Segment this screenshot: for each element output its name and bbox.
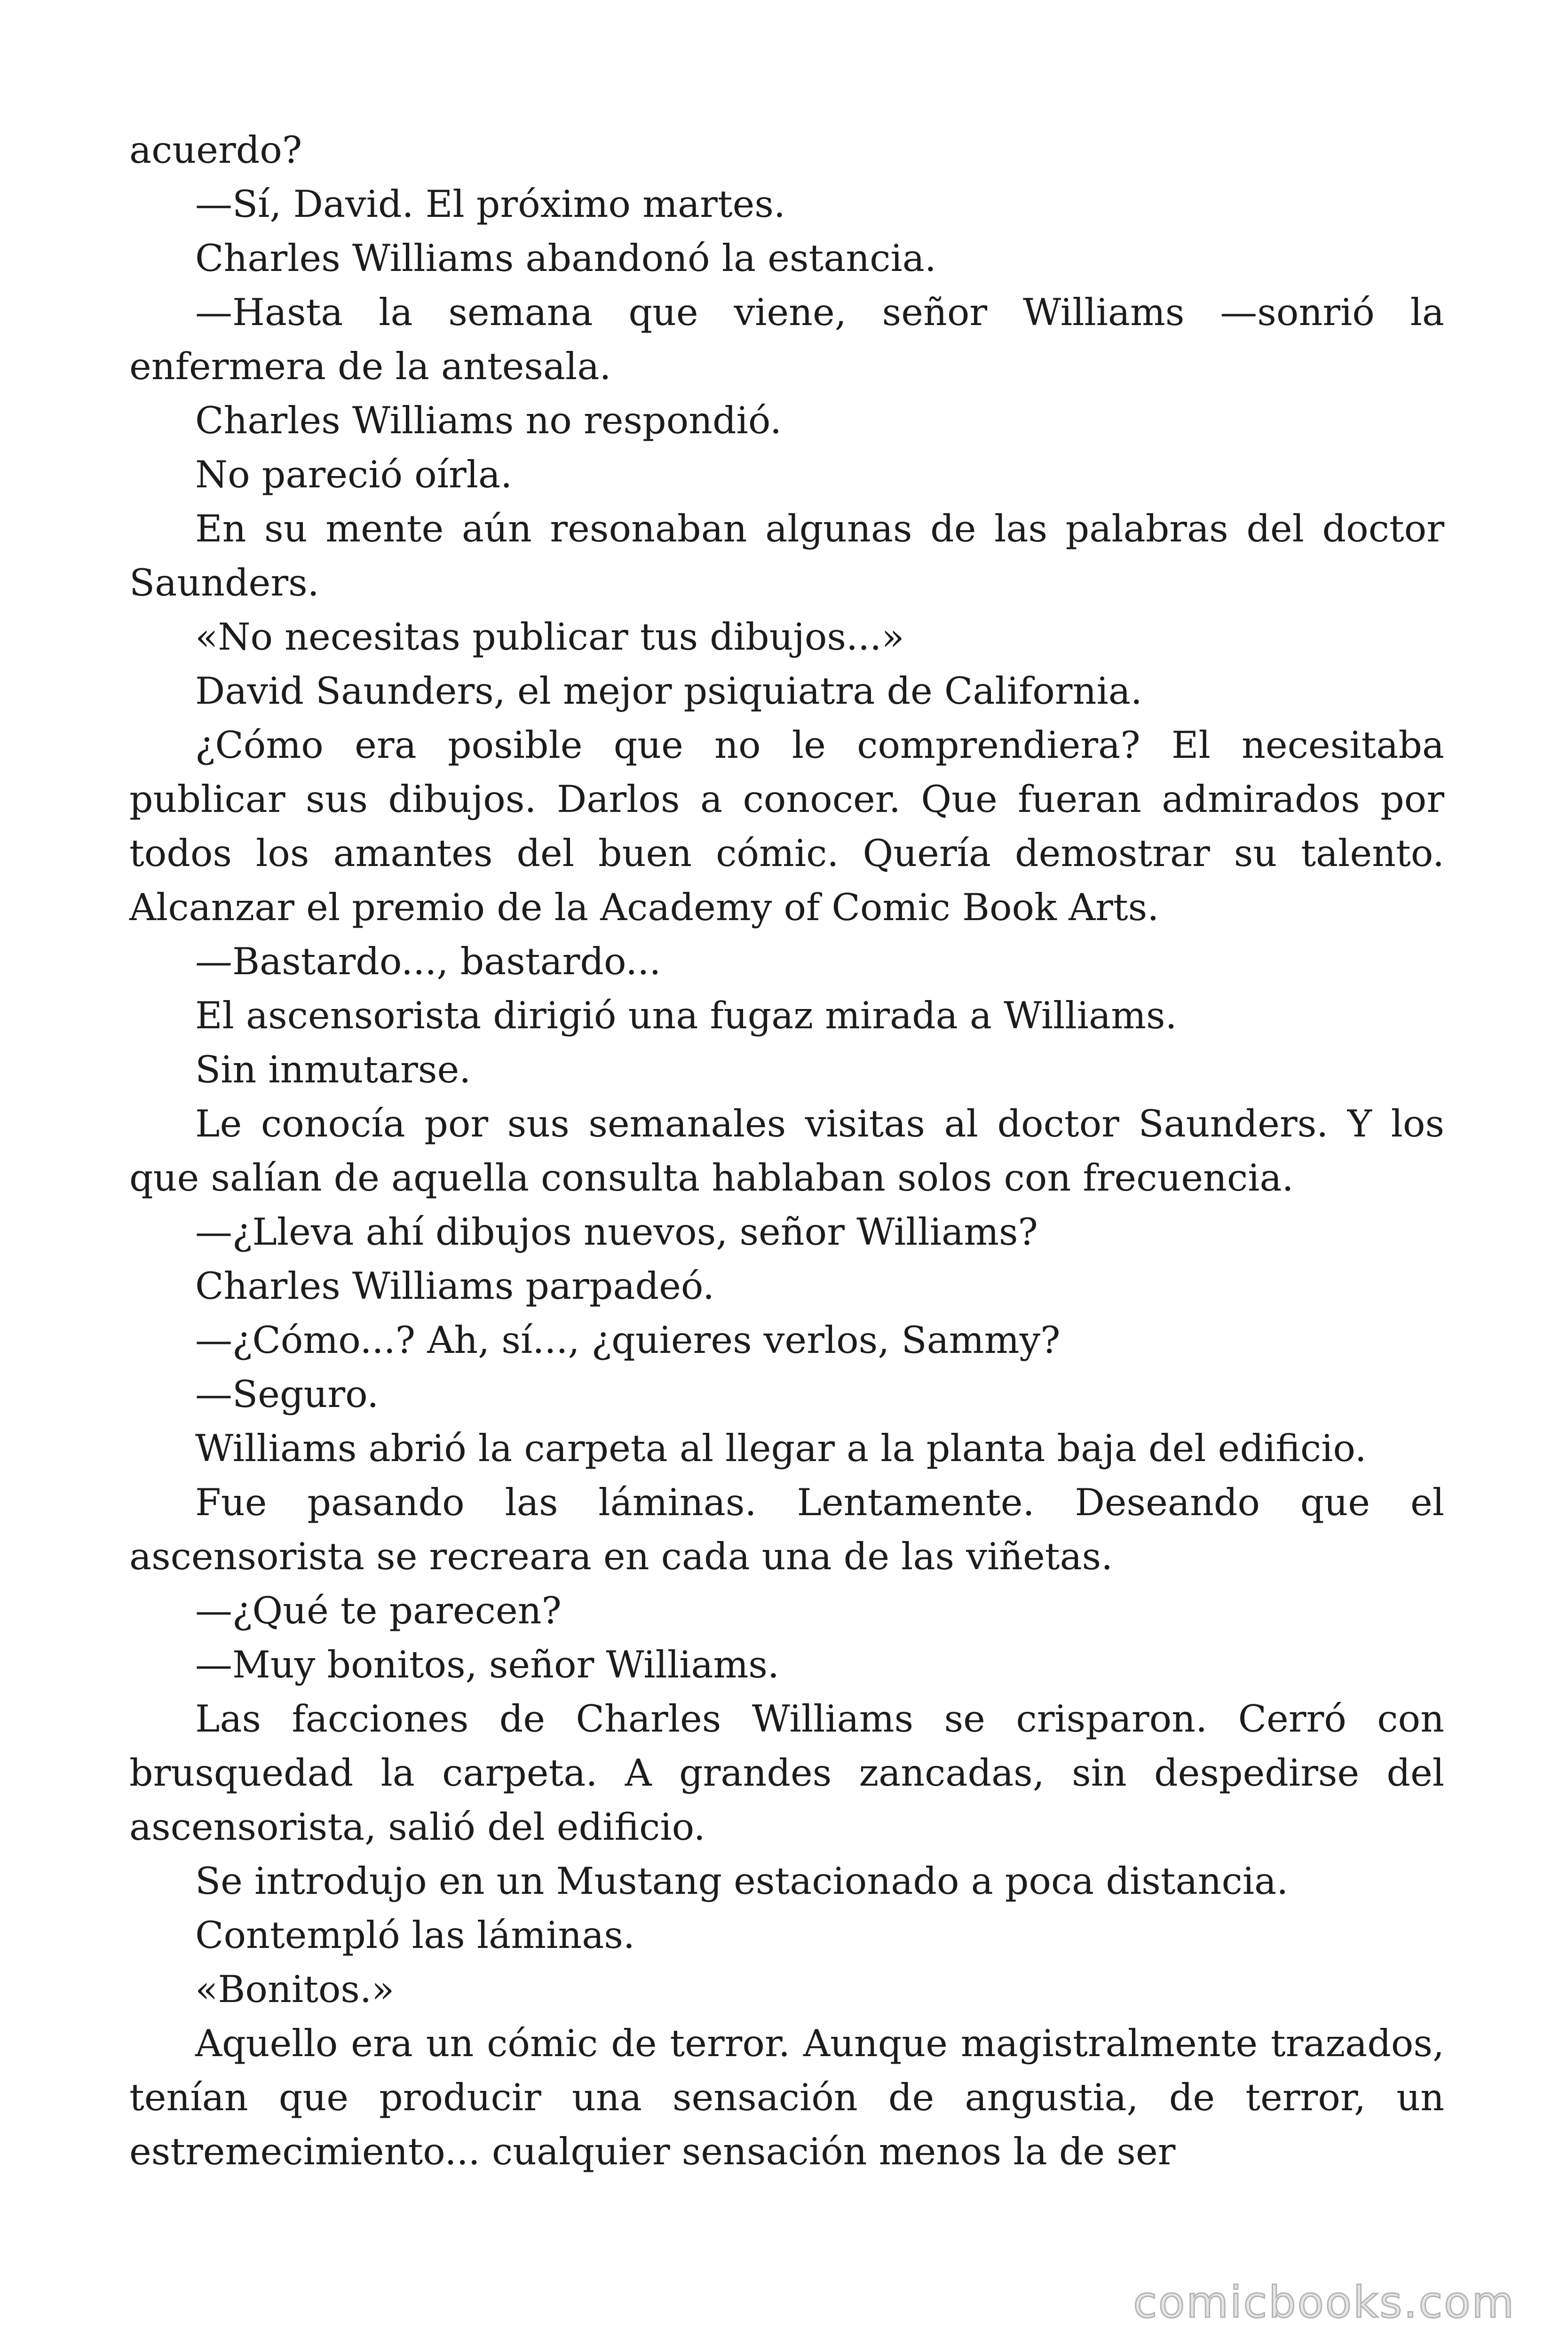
paragraph-11: —Bastardo..., bastardo... bbox=[195, 940, 661, 983]
paragraph-20: Fue pasando las láminas. Lentamente. Deseando que el ascensorista se recreara en cada una de las viñetas. bbox=[129, 1481, 1444, 1578]
paragraph-14: Le conocía por sus semanales visitas al doctor Saunders. Y los que salían de aquella consulta hablaban solos con frecuencia. bbox=[129, 1102, 1444, 1200]
paragraph-19: Williams abrió la carpeta al llegar a la planta baja del edificio. bbox=[195, 1427, 1367, 1470]
paragraph-5: Charles Williams no respondió. bbox=[195, 399, 782, 442]
page-text bbox=[129, 123, 1444, 2179]
paragraph-27: Aquello era un cómic de terror. Aunque magistralmente trazados, tenían que producir una sensación de angustia, de terror, un estremecimiento... cualquier sensación menos la de ser bbox=[129, 2022, 1444, 2173]
paragraph-3: Charles Williams abandonó la estancia. bbox=[195, 237, 936, 280]
paragraph-21: —¿Qué te parecen? bbox=[195, 1589, 562, 1632]
paragraph-8: «No necesitas publicar tus dibujos...» bbox=[195, 615, 904, 659]
paragraph-10: ¿Cómo era posible que no le comprendiera? El necesitaba publicar sus dibujos. Darlos a conocer. Que fueran admirados por todos los amantes del buen cómic. Quería demostrar su talento. Alcanzar el premio de la Academy of Comic Book Arts. bbox=[129, 723, 1444, 929]
paragraph-23: Las facciones de Charles Williams se crisparon. Cerró con brusquedad la carpeta. A grandes zancadas, sin despedirse del ascensorista, salió del edificio. bbox=[129, 1697, 1444, 1849]
paragraph-22: —Muy bonitos, señor Williams. bbox=[195, 1643, 780, 1686]
paragraph-12: El ascensorista dirigió una fugaz mirada a Williams. bbox=[195, 994, 1177, 1037]
paragraph-16: Charles Williams parpadeó. bbox=[195, 1264, 715, 1308]
paragraph-9: David Saunders, el mejor psiquiatra de California. bbox=[195, 669, 1142, 713]
watermark: comicbooks.com bbox=[1133, 2277, 1515, 2328]
paragraph-4: —Hasta la semana que viene, señor Williams —sonrió la enfermera de la antesala. bbox=[129, 291, 1444, 388]
paragraph-26: «Bonitos.» bbox=[195, 1968, 395, 2011]
paragraph-18: —Seguro. bbox=[195, 1373, 379, 1416]
paragraph-2: —Sí, David. El próximo martes. bbox=[195, 183, 786, 226]
paragraph-7: En su mente aún resonaban algunas de las palabras del doctor Saunders. bbox=[129, 507, 1444, 604]
paragraph-1: acuerdo? bbox=[129, 128, 302, 172]
paragraph-15: —¿Lleva ahí dibujos nuevos, señor Williams? bbox=[195, 1210, 1038, 1254]
paragraph-17: —¿Cómo...? Ah, sí..., ¿quieres verlos, Sammy? bbox=[195, 1319, 1061, 1362]
paragraph-25: Contempló las láminas. bbox=[195, 1914, 635, 1957]
paragraph-13: Sin inmutarse. bbox=[195, 1048, 471, 1091]
paragraph-6: No pareció oírla. bbox=[195, 453, 513, 496]
paragraph-24: Se introdujo en un Mustang estacionado a poca distancia. bbox=[195, 1859, 1289, 1903]
